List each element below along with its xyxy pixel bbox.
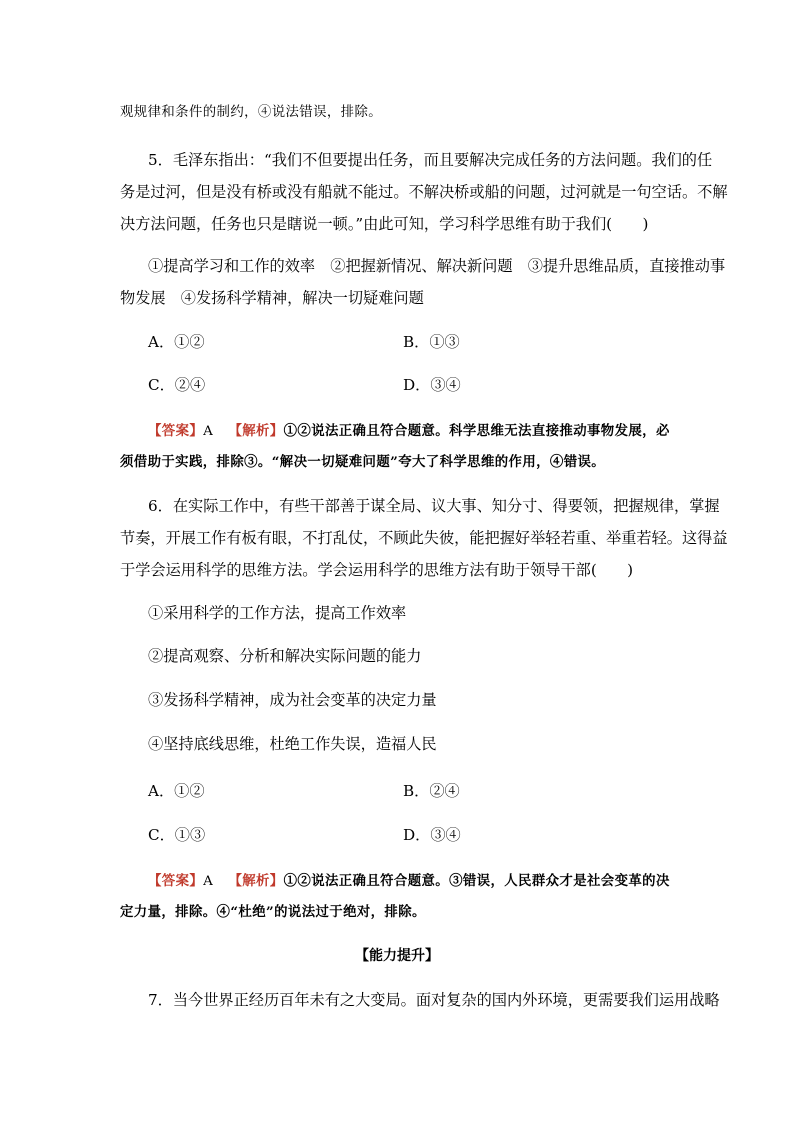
q5-statements-line-1: ①提高学习和工作的效率 ②把握新情况、解决新问题 ③提升思维品质，直接推动事 [148, 257, 726, 275]
section-title: 【能力提升】 [355, 948, 439, 964]
q5-analysis-text-1: ①②说法正确且符合题意。科学思维无法直接推动事物发展，必 [283, 423, 670, 439]
q6-line-3: 于学会运用科学的思维方法。学会运用科学的思维方法有助于领导干部( ) [120, 561, 634, 579]
q6-option-c[interactable]: C．①③ [148, 826, 206, 844]
q5-line-2: 务是过河，但是没有桥或没有船就不能过。不解决桥或船的问题，过河就是一句空话。不解 [120, 183, 728, 201]
q6-option-b[interactable]: B．②④ [403, 782, 460, 800]
q5-answer-line-1 [148, 421, 794, 442]
q5-line-3: 决方法问题，任务也只是瞎说一顿。”由此可知，学习科学思维有助于我们( ) [120, 215, 649, 233]
q5-option-d[interactable]: D．③④ [403, 376, 461, 394]
q6-line-2: 节奏，开展工作有板有眼，不打乱仗，不顾此失彼，能把握好举轻若重、举重若轻。这得益 [120, 529, 728, 547]
q6-analysis-text-2: 定力量，排除。④“杜绝”的说法过于绝对，排除。 [120, 904, 426, 920]
q6-statement-3: ③发扬科学精神，成为社会变革的决定力量 [148, 691, 437, 709]
q5-answer-tag: 【答案】 [148, 423, 204, 439]
continued-analysis-line: 观规律和条件的制约，④说法错误，排除。 [120, 105, 383, 120]
q6-option-d[interactable]: D．③④ [403, 826, 461, 844]
q5-statements-line-2: 物发展 ④发扬科学精神，解决一切疑难问题 [120, 289, 424, 307]
q6-statement-4: ④坚持底线思维，杜绝工作失误，造福人民 [148, 735, 437, 753]
q6-answer-value: A [203, 874, 214, 889]
q5-option-c[interactable]: C．②④ [148, 376, 206, 394]
q5-line-1: 5．毛泽东指出：“我们不但要提出任务，而且要解决完成任务的方法问题。我们的任 [148, 151, 713, 169]
q6-option-a[interactable]: A．①② [148, 782, 205, 800]
q7-line-1: 7．当今世界正经历百年未有之大变局。面对复杂的国内外环境，更需要我们运用战略 [148, 991, 720, 1009]
q6-answer-line-1 [148, 871, 794, 892]
q5-analysis-text-2: 须借助于实践，排除③。“解决一切疑难问题”夸大了科学思维的作用，④错误。 [120, 454, 606, 470]
q5-option-a[interactable]: A．①② [148, 333, 205, 351]
q6-analysis-text-1: ①②说法正确且符合题意。③错误，人民群众才是社会变革的决 [283, 873, 670, 889]
q6-answer-tag: 【答案】 [148, 873, 204, 889]
q6-line-1: 6．在实际工作中，有些干部善于谋全局、议大事、知分寸、得要领，把握规律，掌握 [148, 497, 720, 515]
q5-option-b[interactable]: B．①③ [403, 333, 460, 351]
q6-analysis-tag: 【解析】 [228, 873, 284, 889]
q6-statement-1: ①采用科学的工作方法，提高工作效率 [148, 604, 407, 622]
q5-analysis-tag: 【解析】 [228, 423, 284, 439]
q5-answer-value: A [203, 424, 214, 439]
q6-statement-2: ②提高观察、分析和解决实际问题的能力 [148, 647, 422, 665]
